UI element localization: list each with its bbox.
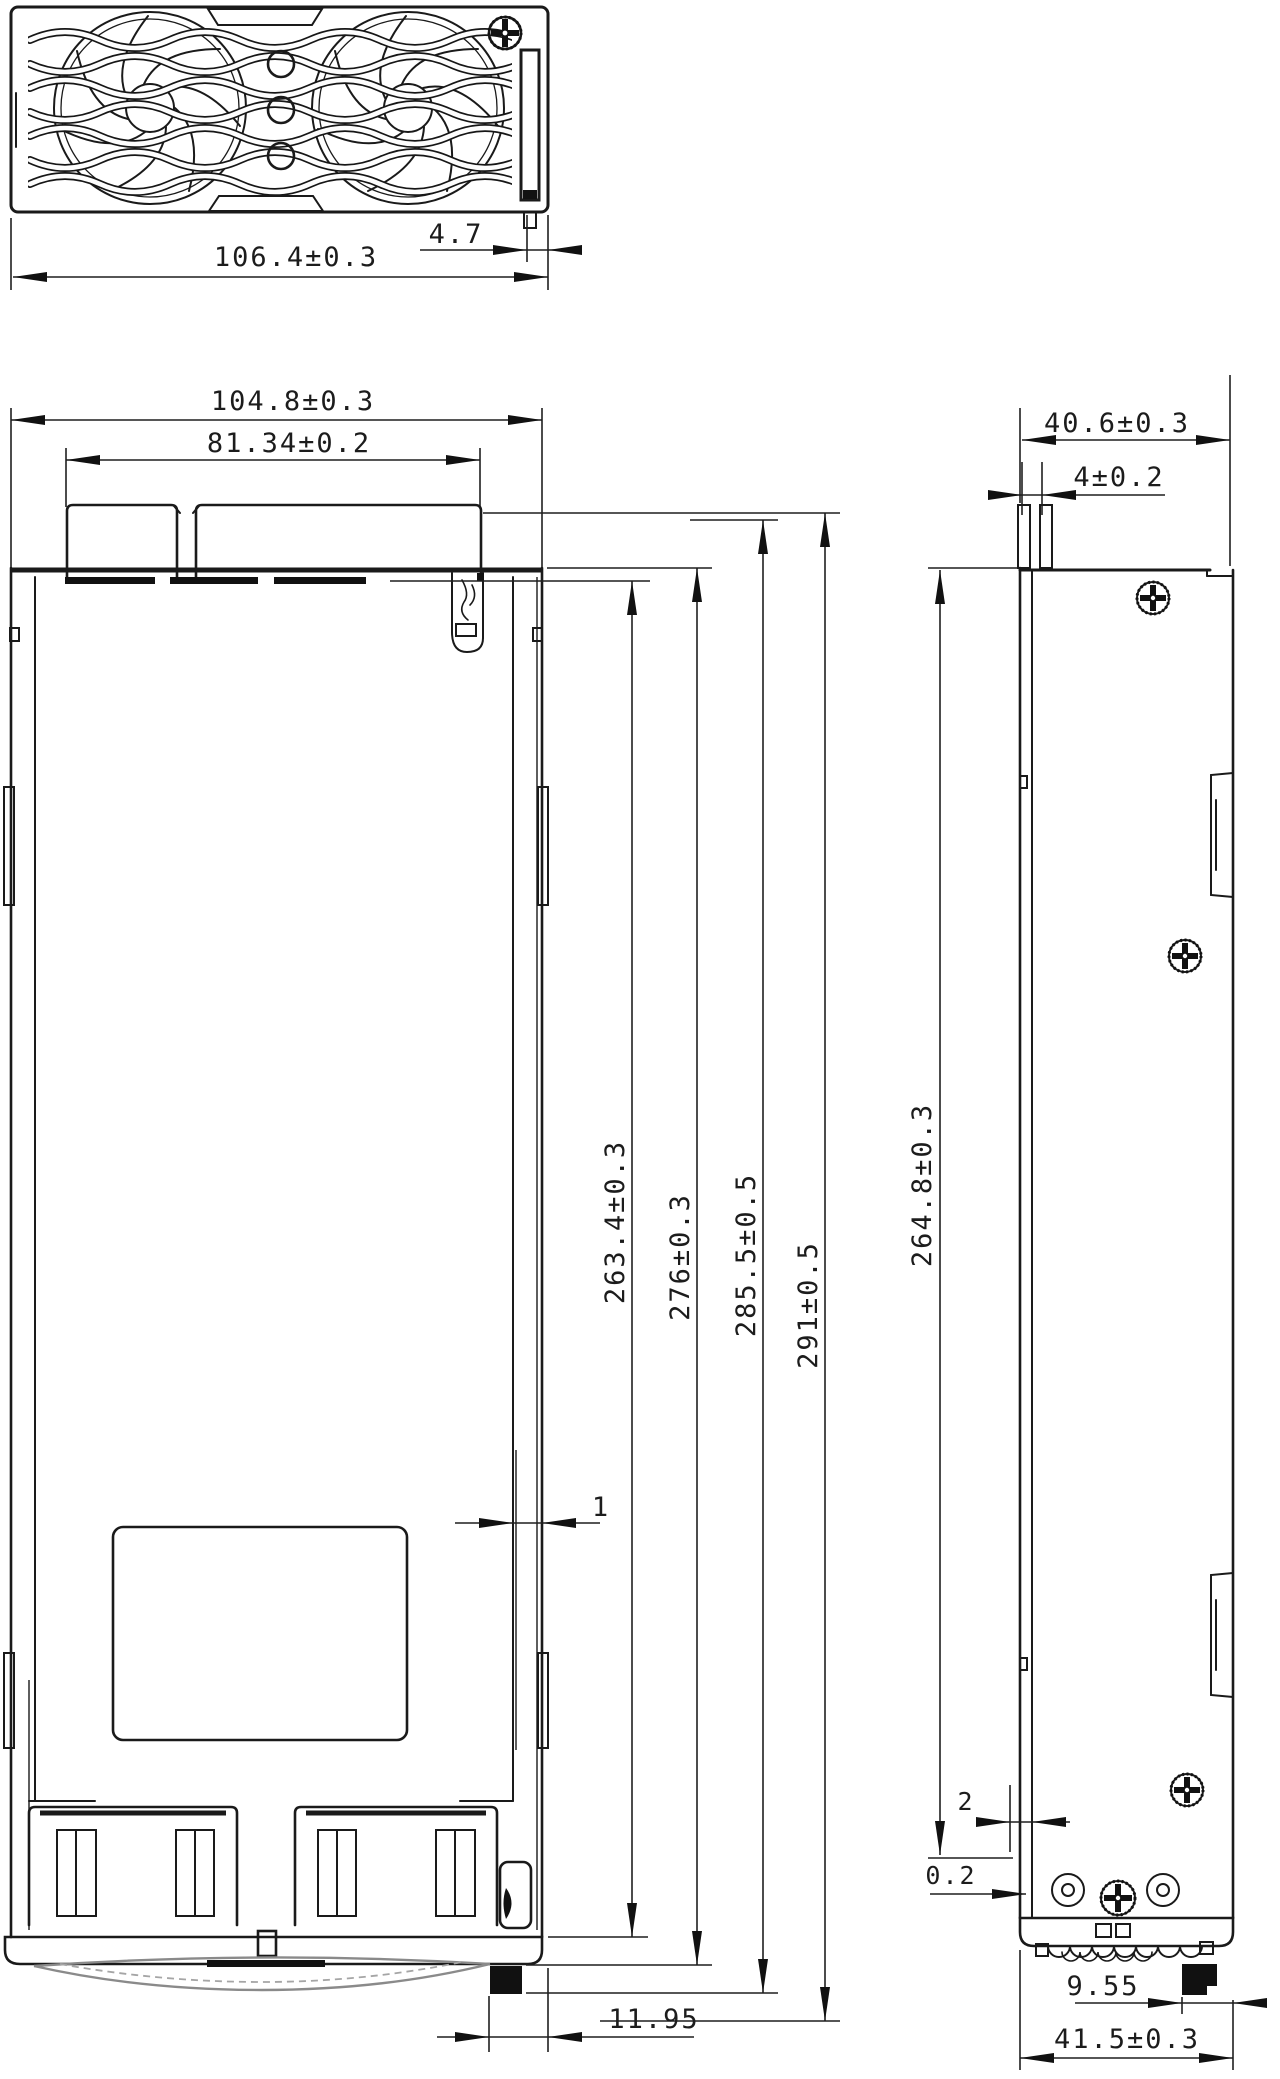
dim-foot-width xyxy=(437,1968,700,2052)
dim-label-side-gap: 0.2 xyxy=(925,1861,977,1890)
rear-tab xyxy=(524,212,536,228)
top-view-screw xyxy=(489,17,521,49)
dim-label-foot-width: 11.95 xyxy=(608,2004,700,2035)
dim-front-overall xyxy=(11,386,542,572)
connector-slots xyxy=(57,1830,475,1916)
dim-label-side-length: 264.8±0.3 xyxy=(907,1102,938,1268)
center-key-tab xyxy=(258,1931,276,1956)
dim-front-lengths xyxy=(390,513,840,2021)
side-view xyxy=(1018,505,1233,1996)
side-screw xyxy=(1169,940,1201,972)
dim-front-flange xyxy=(66,428,480,507)
dim-label-front-overall: 104.8±0.3 xyxy=(210,386,376,417)
bottom-tab xyxy=(209,196,323,211)
slide-bar xyxy=(521,50,539,200)
label-plate xyxy=(113,1527,407,1740)
dim-side-foot xyxy=(1066,1971,1267,2014)
fan-grille xyxy=(30,12,520,204)
side-tab xyxy=(4,787,14,905)
mounting-foot xyxy=(490,1966,522,1994)
dim-label-side-recess: 2 xyxy=(957,1787,975,1816)
front-view xyxy=(4,505,548,1994)
side-tab xyxy=(4,1653,14,1748)
dim-label-top-overall: 106.4±0.3 xyxy=(213,242,379,273)
dim-label-side-foot: 9.55 xyxy=(1066,1971,1140,2002)
dim-wall-thickness xyxy=(455,1492,610,1528)
vent-slot xyxy=(170,577,258,584)
latch-recess xyxy=(1211,773,1233,1697)
dim-label-len-a: 263.4±0.3 xyxy=(600,1139,631,1305)
dim-label-side-flange: 4±0.2 xyxy=(1073,462,1165,493)
dim-side-recess xyxy=(957,1785,1070,1852)
dim-side-gap xyxy=(925,1861,1026,1899)
dim-label-len-b: 276±0.3 xyxy=(665,1193,696,1321)
dim-label-side-bottom-depth: 41.5±0.3 xyxy=(1053,2024,1201,2055)
bottom-screw xyxy=(1101,1881,1135,1915)
dim-label-len-d: 291±0.5 xyxy=(793,1241,824,1369)
bottom-cap xyxy=(5,1937,542,1994)
dim-label-front-flange: 81.34±0.2 xyxy=(206,428,372,459)
dim-label-wall: 1 xyxy=(591,1492,611,1523)
latch-hook xyxy=(452,573,484,652)
vent-slot xyxy=(274,577,366,584)
side-screw xyxy=(1171,1774,1203,1806)
side-screw xyxy=(1137,582,1169,614)
dim-top-tab xyxy=(420,215,582,290)
dim-label-len-c: 285.5±0.5 xyxy=(731,1172,762,1338)
dim-side-length xyxy=(907,568,1018,1858)
dim-label-side-depth: 40.6±0.3 xyxy=(1043,408,1191,439)
dim-side-flange xyxy=(988,462,1165,515)
top-view xyxy=(11,7,548,228)
right-hinge xyxy=(500,1862,531,1928)
top-tab xyxy=(208,9,322,25)
dim-label-top-tab: 4.7 xyxy=(428,219,484,250)
vent-slot xyxy=(65,577,155,584)
connector-bay xyxy=(29,1801,531,1956)
